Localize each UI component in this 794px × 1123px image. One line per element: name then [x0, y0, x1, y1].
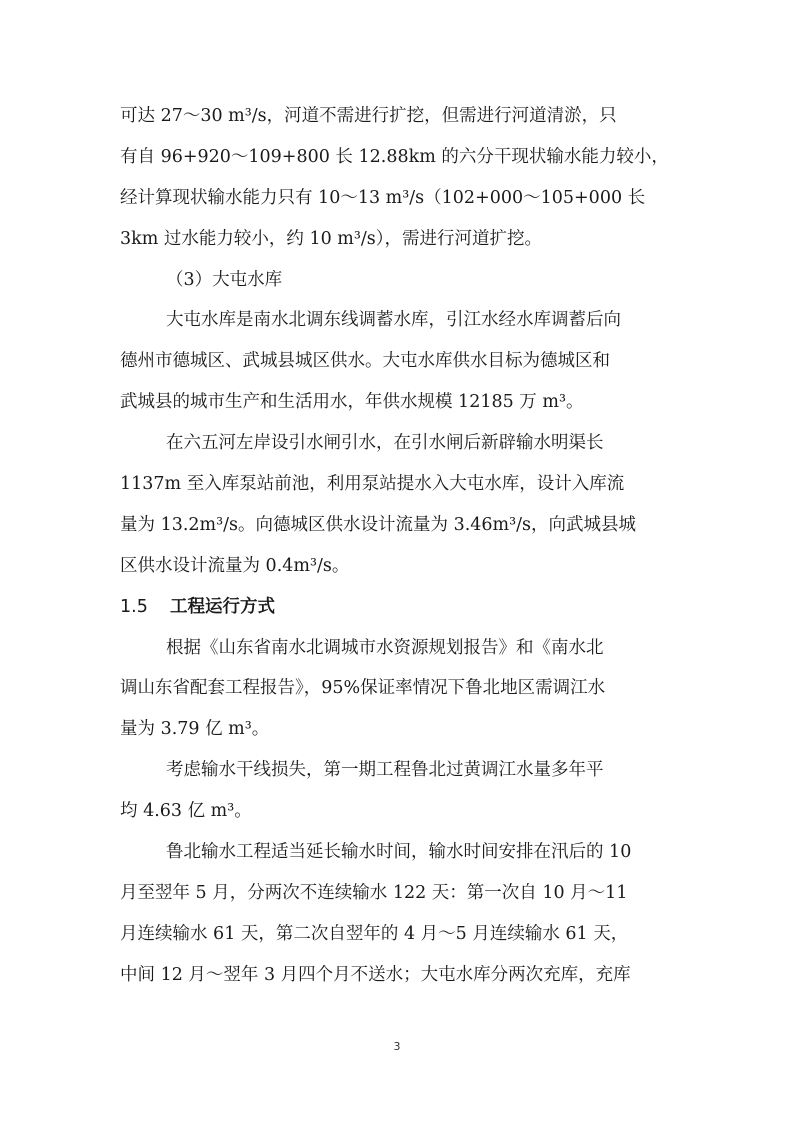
text-line: 量为 3.79 亿 m³。: [120, 719, 270, 740]
text-line: 根据《山东省南水北调城市水资源规划报告》和《南水北: [166, 637, 604, 658]
text-line: 大屯水库是南水北调东线调蓄水库，引江水经水库调蓄后向: [166, 310, 621, 331]
page-body: [120, 96, 678, 996]
text-line: 经计算现状输水能力只有 10～13 m³/s（102+000～105+000 长: [120, 187, 646, 208]
paragraph-river-capacity: [120, 96, 678, 260]
text-line: 有自 96+920～109+800 长 12.88km 的六分干现状输水能力较小，: [120, 146, 669, 167]
text-line: 武城县的城市生产和生活用水，年供水规模 12185 万 m³。: [120, 392, 584, 413]
text-line: 考虑输水干线损失，第一期工程鲁北过黄调江水量多年平: [166, 760, 604, 781]
page-number: 3: [393, 1040, 401, 1053]
text-line: 3km 过水能力较小，约 10 m³/s），需进行河道扩挖。: [120, 228, 543, 249]
section-number: 1.5: [120, 596, 148, 617]
text-line: 在六五河左岸设引水闸引水，在引水闸后新辟输水明渠长: [166, 433, 604, 454]
text-line: 区供水设计流量为 0.4m³/s。: [120, 555, 350, 576]
text-line: 德州市德城区、武城县城区供水。大屯水库供水目标为德城区和: [120, 351, 610, 372]
paragraph-transfer-volume: [120, 750, 678, 832]
text-line: 均 4.63 亿 m³。: [120, 801, 252, 822]
text-line: 鲁北输水工程适当延长输水时间，输水时间安排在汛后的 10: [166, 842, 632, 863]
paragraph-transfer-schedule: [120, 832, 678, 996]
text-line: 1137m 至入库泵站前池，利用泵站提水入大屯水库，设计入库流: [120, 474, 625, 495]
subheading-datun-reservoir: （3）大屯水库: [166, 269, 283, 290]
section-heading: [120, 587, 678, 628]
text-line: 量为 13.2m³/s。向德城区供水设计流量为 3.46m³/s，向武城县城: [120, 514, 637, 535]
text-line: 月至翌年 5 月，分两次不连续输水 122 天：第一次自 10 月～11: [120, 882, 628, 903]
text-line: 月连续输水 61 天，第二次自翌年的 4 月～5 月连续输水 61 天，: [120, 923, 629, 944]
paragraph-datun-overview: [120, 300, 678, 423]
paragraph-planning-basis: [120, 628, 678, 751]
text-line: 中间 12 月～翌年 3 月四个月不送水；大屯水库分两次充库，充库: [120, 964, 631, 985]
paragraph-intake-design: [120, 423, 678, 587]
text-line: 调山东省配套工程报告》，95%保证率情况下鲁北地区需调江水: [120, 678, 606, 699]
section-title: 工程运行方式: [170, 596, 275, 617]
text-line: 可达 27～30 m³/s，河道不需进行扩挖，但需进行河道清淤，只: [120, 106, 617, 126]
